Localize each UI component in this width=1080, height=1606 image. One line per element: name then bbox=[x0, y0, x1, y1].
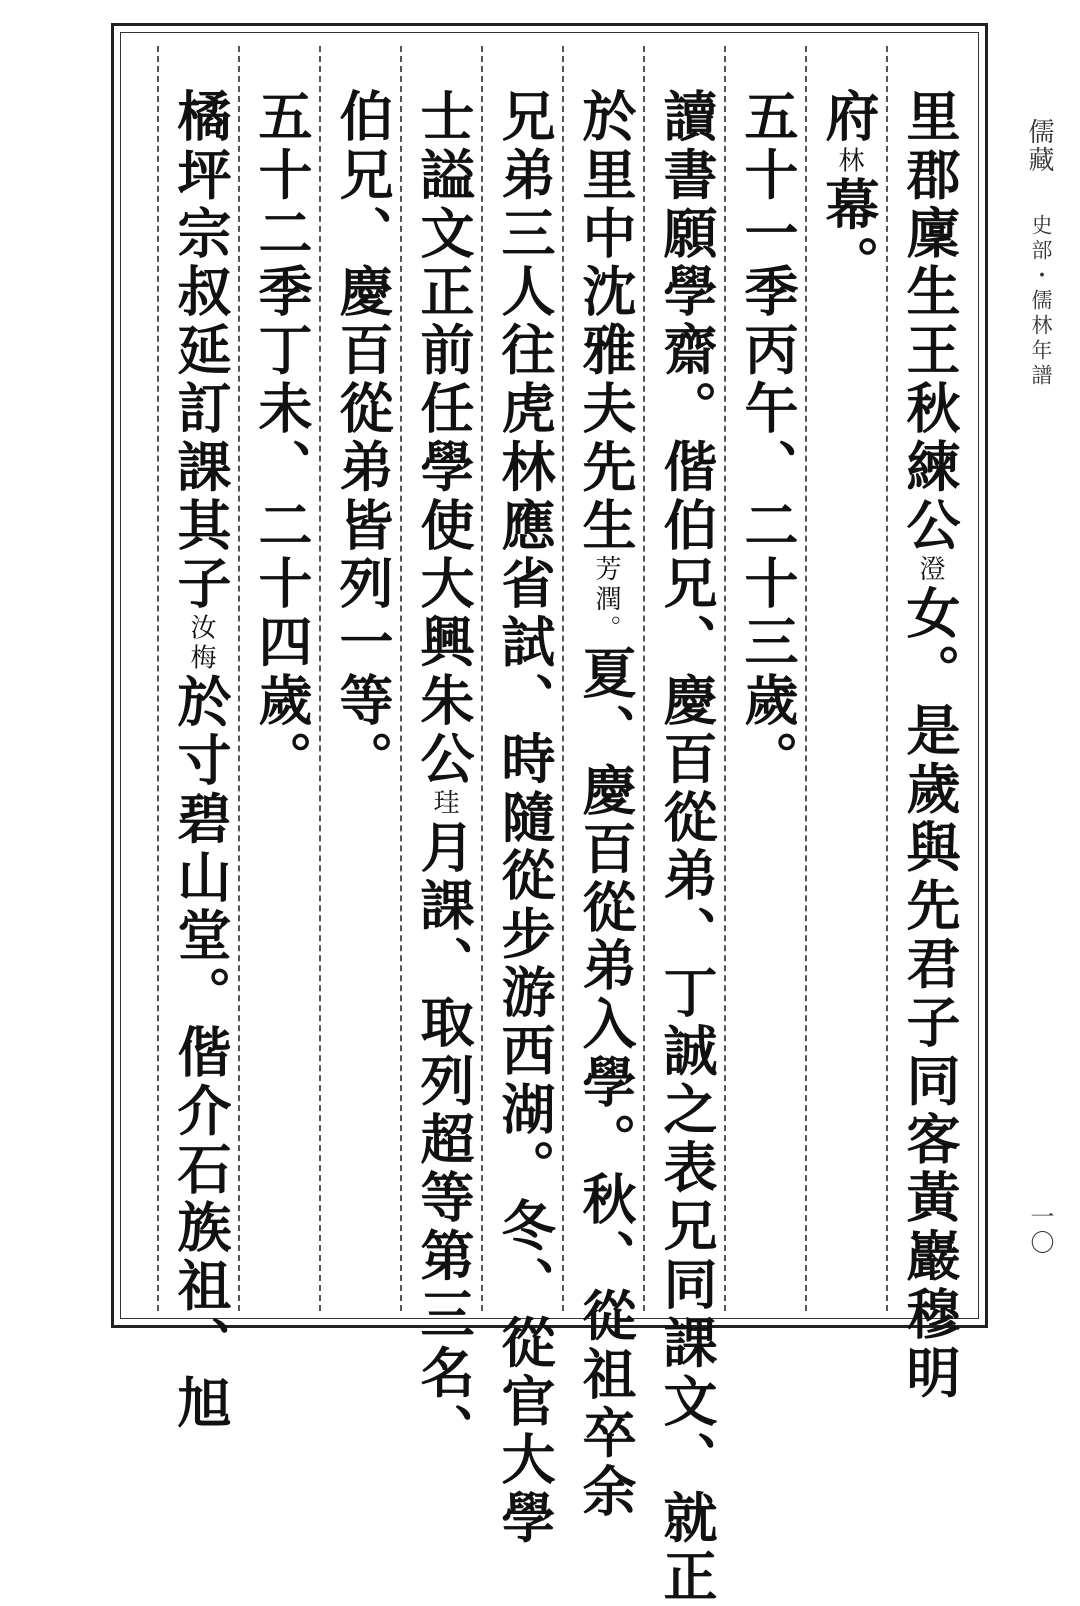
text-column-8 bbox=[325, 88, 401, 1303]
section-title: 史部・儒林年譜 bbox=[1029, 214, 1053, 389]
text-column-10 bbox=[163, 88, 239, 1433]
column-10-text: 橘坪宗叔延訂課其子汝梅於寸碧山堂。偕介石族祖、旭 bbox=[169, 88, 233, 1433]
column-5-text: 於里中沈雅夫先生芳潤。夏、慶百從弟入學。秋、從祖卒余 bbox=[574, 88, 638, 1522]
text-column-2 bbox=[811, 88, 887, 1303]
text-column-5 bbox=[568, 88, 644, 1522]
text-column-6 bbox=[487, 88, 563, 1548]
column-3-text: 五十一季丙午、二十三歲。 bbox=[736, 88, 800, 789]
text-column-7 bbox=[406, 88, 482, 1462]
text-column-1 bbox=[892, 88, 968, 1403]
column-9-text: 五十二季丁未、二十四歲。 bbox=[250, 88, 314, 789]
text-column-9 bbox=[244, 88, 320, 1303]
column-7-text: 士謚文正前任學使大興朱公珪月課、取列超等第三名、 bbox=[412, 88, 476, 1462]
page-frame bbox=[111, 23, 988, 1606]
book-title: 儒藏 bbox=[1024, 118, 1054, 174]
column-6-text: 兄弟三人往虎林應省試、時隨從步游西湖。冬、從官大學 bbox=[493, 88, 557, 1548]
column-4-text: 讀書願學齋。偕伯兄、慶百從弟、丁誠之表兄同課文、就正 bbox=[655, 88, 719, 1606]
column-8-text: 伯兄、慶百從弟皆列一等。 bbox=[331, 88, 395, 789]
text-column-4 bbox=[649, 88, 725, 1606]
page-number: 一〇 bbox=[1026, 1204, 1054, 1256]
column-1-text: 里郡廩生王秋練公澄女。是歲與先君子同客黃巖穆明 bbox=[898, 88, 962, 1403]
column-2-text: 府林幕。 bbox=[817, 88, 881, 294]
text-column-3 bbox=[730, 88, 806, 1303]
column-rule bbox=[157, 46, 159, 1311]
